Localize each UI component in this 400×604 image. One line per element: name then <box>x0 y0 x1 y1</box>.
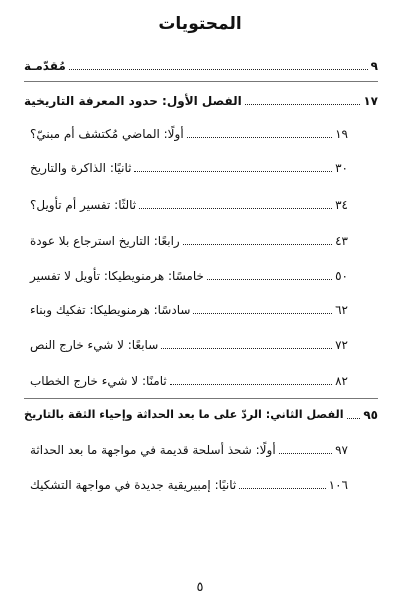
toc-entry-introduction[interactable] <box>24 54 378 74</box>
page-title: المحتويات <box>158 14 242 34</box>
entry-page: ١٧ <box>363 94 378 108</box>
entry-page: ٩٥ <box>363 408 378 422</box>
dot-leader <box>207 279 332 280</box>
toc-entry-1-2[interactable] <box>30 156 348 176</box>
divider <box>24 81 378 82</box>
entry-title: أولًا: الماضي مُكتشف أم مبنيّ؟ <box>30 127 184 141</box>
entry-page: ٥٠ <box>335 269 348 283</box>
dot-leader <box>245 104 361 105</box>
toc-entry-chapter-2[interactable] <box>24 403 378 423</box>
entry-page: ٤٣ <box>335 234 348 248</box>
entry-page: ٣٠ <box>335 161 348 175</box>
entry-page: ٩ <box>370 59 378 73</box>
dot-leader <box>239 488 325 489</box>
entry-page: ٦٢ <box>335 303 348 317</box>
dot-leader <box>139 208 332 209</box>
entry-title: سابعًا: لا شيء خارج النص <box>30 338 159 352</box>
dot-leader <box>134 171 332 172</box>
entry-page: ٨٢ <box>335 374 348 388</box>
entry-title: سادسًا: هرمنويطيكا: تفكيك وبناء <box>30 303 191 317</box>
page-number: ٥ <box>196 580 204 595</box>
entry-page: ١٩ <box>335 127 348 141</box>
toc-entry-1-6[interactable] <box>30 298 348 318</box>
toc-entry-1-4[interactable] <box>30 229 348 249</box>
entry-page: ١٠٦ <box>328 478 348 492</box>
divider <box>24 398 378 399</box>
toc-entry-chapter-1[interactable] <box>24 89 378 109</box>
entry-title: خامسًا: هرمنويطيكا: تأويل لا تفسير <box>30 269 204 283</box>
dot-leader <box>69 69 368 70</box>
entry-title: رابعًا: التاريخ استرجاع بلا عودة <box>30 234 180 248</box>
toc-entry-1-8[interactable] <box>30 369 348 389</box>
entry-page: ٩٧ <box>335 443 348 457</box>
dot-leader <box>347 418 361 419</box>
entry-title: الفصل الثاني: الردّ على ما بعد الحداثة وإحياء الثقة بالتاريخ <box>24 408 344 421</box>
toc-entry-1-1[interactable] <box>30 122 348 142</box>
entry-title: ثامنًا: لا شيء خارج الخطاب <box>30 374 167 388</box>
entry-title: ثالثًا: تفسير أم تأويل؟ <box>30 198 137 212</box>
toc-entry-1-3[interactable] <box>30 193 348 213</box>
dot-leader <box>183 244 332 245</box>
toc-entry-2-1[interactable] <box>30 438 348 458</box>
entry-title: مُقدّمـة <box>24 59 66 73</box>
dot-leader <box>187 137 332 138</box>
dot-leader <box>193 313 332 314</box>
dot-leader <box>161 348 332 349</box>
entry-page: ٣٤ <box>335 198 348 212</box>
toc-entry-2-2[interactable] <box>30 473 348 493</box>
entry-title: أولًا: شحذ أسلحة قديمة في مواجهة ما بعد الحداثة <box>30 443 276 457</box>
dot-leader <box>279 453 332 454</box>
entry-title: الفصل الأول: حدود المعرفة التاريخية <box>24 94 242 108</box>
dot-leader <box>170 384 332 385</box>
toc-entry-1-5[interactable] <box>30 264 348 284</box>
entry-title: ثانيًا: الذاكرة والتاريخ <box>30 161 132 175</box>
entry-title: ثانيًا: إمبيريقية جديدة في مواجهة التشكيك <box>30 478 237 492</box>
entry-page: ٧٢ <box>335 338 348 352</box>
toc-entry-1-7[interactable] <box>30 333 348 353</box>
